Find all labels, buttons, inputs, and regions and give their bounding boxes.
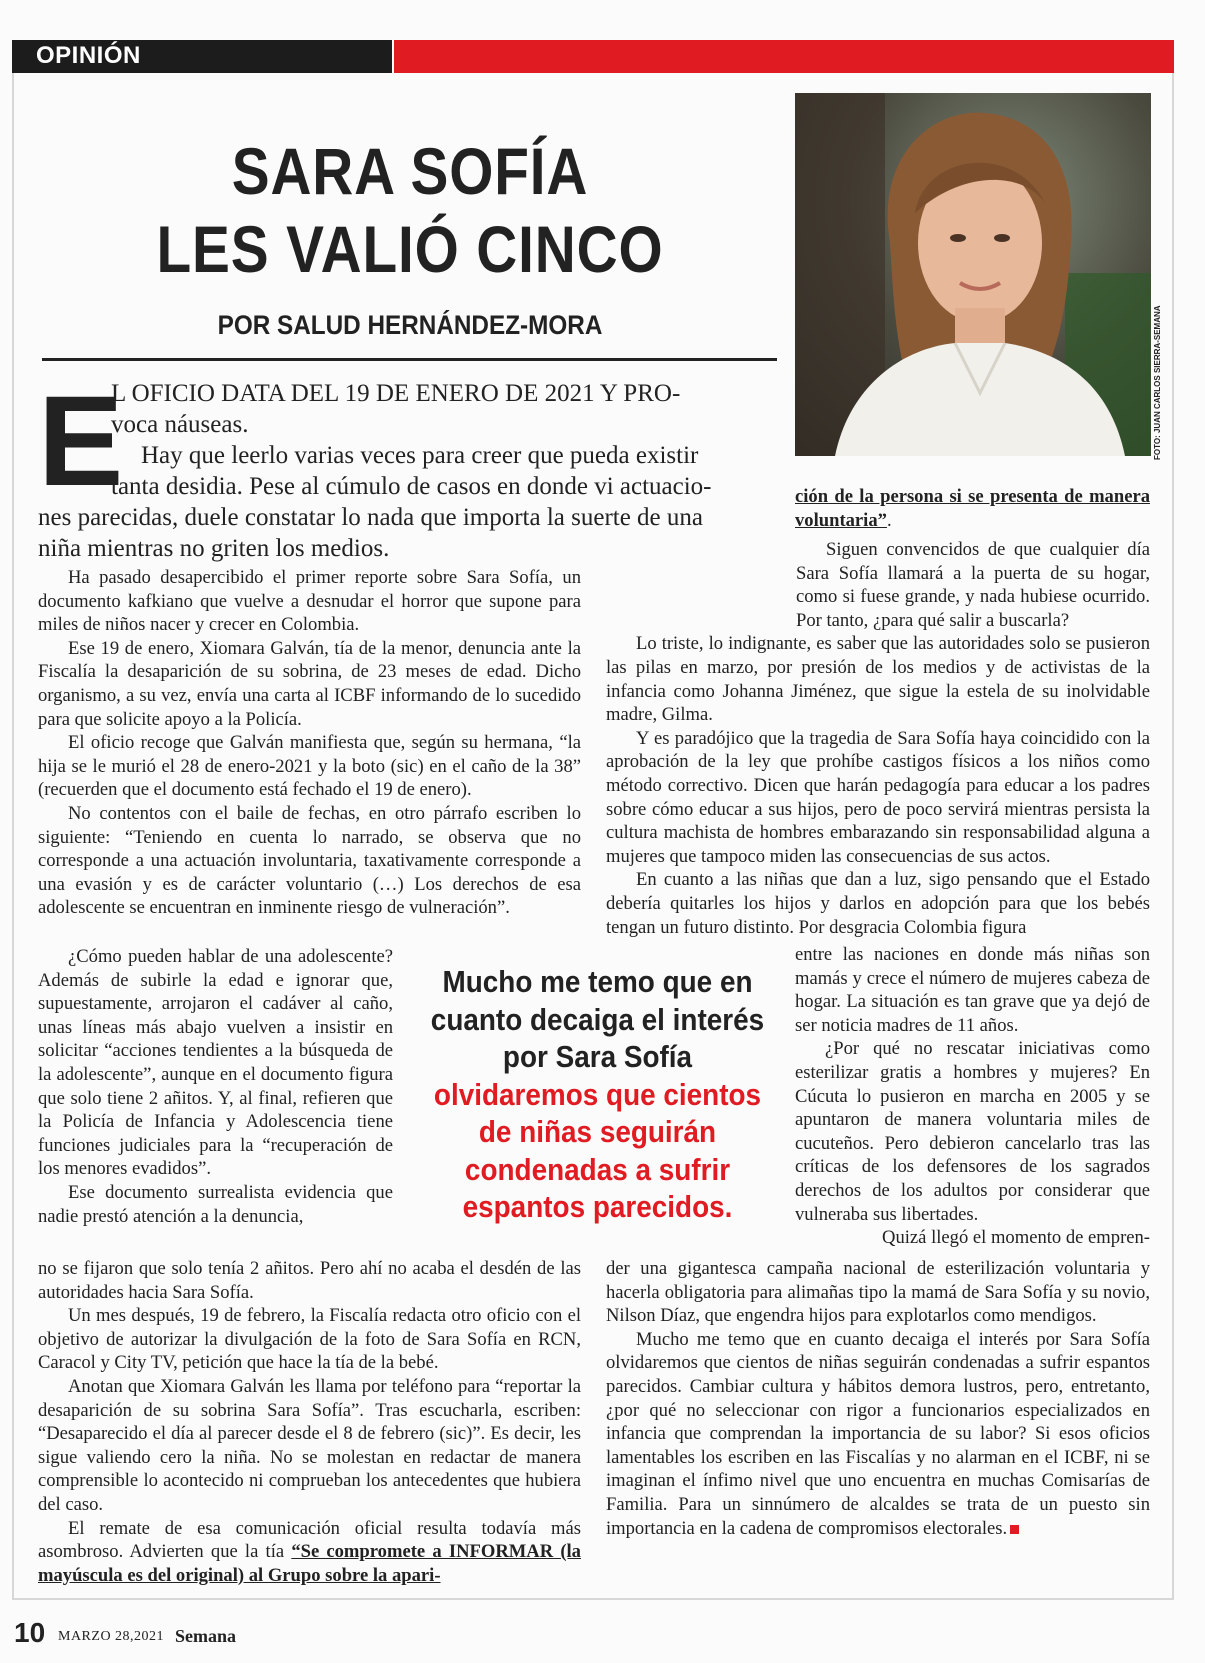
paragraph: El oficio recoge que Galván manifiesta que, según su hermana, “la hija se le murió el 28 de enero-2021 y la boto (sic) en el caño de la 38” (recuerden que el documento está fechado el 19 de enero). [38, 732, 581, 801]
quote-underlined: “Se compromete a INFORMAR (la mayúscula es del original) al Grupo sobre la apari- [38, 1541, 581, 1586]
paragraph: entre las naciones en donde más niñas son mamás y crece el número de mujeres cabeza de hogar. La situación es tan grave que ya dejó de ser noticia madres de 11 años. [795, 944, 1150, 1036]
headline-line-1: SARA SOFÍA [231, 134, 589, 208]
paragraph: Siguen convencidos de que cualquier día Sara Sofía llamará a la puerta de su hogar, como si fuese grande, y nada hubiese ocurrido. Por tanto, ¿para qué salir a buscarla? [796, 539, 1150, 631]
section-label: OPINIÓN [36, 42, 141, 69]
intro-line: voca náuseas. [111, 411, 249, 438]
paragraph: Lo triste, lo indignante, es saber que las autoridades solo se pusieron las pilas en marzo, por presión de los medios y de activistas de la infancia como Johanna Jiménez, que sigue la estela de su inolvidable madre, Gilma. [606, 633, 1150, 726]
paragraph: no se fijaron que solo tenía 2 añitos. Pero ahí no acaba el desdén de las autoridades hacia Sara Sofía. [38, 1258, 581, 1303]
paragraph: ción de la persona si se presenta de manera voluntaria”. [795, 486, 1150, 531]
byline: POR SALUD HERNÁNDEZ-MORA [217, 310, 603, 340]
paragraph: Ese documento surrealista evidencia que nadie prestó atención a la denuncia, [38, 1181, 393, 1227]
left-column-narrow [38, 945, 393, 1255]
paragraph [38, 1517, 581, 1588]
headline-line-2: LES VALIÓ CINCO [156, 212, 664, 286]
pull-quote-dark: Mucho me temo que en cuanto decaiga el interés por Sara Sofía [430, 964, 765, 1074]
paragraph: Quizá llegó el momento de empren- [882, 1227, 1150, 1249]
magazine-name: Semana [175, 1626, 237, 1646]
paragraph: Y es paradójico que la tragedia de Sara Sofía haya coincidido con la aprobación de la ley que prohíbe castigos físicos a los niños como método correctivo. Dicen que harán pedagogía para educar a los padres sobre cómo educar a sus hijos, pero de poco servirá mientras persista la cultura machista de hombres embarazando sin responsabilidad alguna a mujeres que tampoco miden las consecuencias de sus actos. [606, 727, 1150, 867]
right-column-narrow [795, 943, 1150, 1249]
intro-line: L OFICIO DATA DEL 19 DE ENERO DE 2021 Y PRO- [111, 380, 681, 407]
right-column-main [606, 538, 1150, 938]
paragraph: der una gigantesca campaña nacional de esterilización voluntaria y hacerla obligatoria para alimañas tipo la mamá de Sara Sofía y su novio, Nilson Díaz, que engendra hijos para explotarlos como mendigos. [606, 1258, 1150, 1327]
section-header-bar [12, 40, 1174, 73]
page-number: 10 [14, 1617, 46, 1648]
pull-quote-red: olvidaremos que cientos de niñas seguirán condenadas a sufrir espantos parecidos. [433, 1076, 762, 1224]
paragraph: No contentos con el baile de fechas, en otro párrafo escriben lo siguiente: “Teniendo en cuenta lo narrado, se observa que no corresponde a una actuación involuntaria, taxativamente corresponde a una evasión y es de carácter voluntario (…) Los derechos de esa adolescente se encuentran en inminente riesgo de vulneración”. [38, 802, 581, 919]
right-column-bottom [606, 1257, 1150, 1597]
left-column-bottom [38, 1257, 581, 1593]
paragraph: Anotan que Xiomara Galván les llama por teléfono para “reportar la desaparición de su sobrina Sara Sofía”. Tras escucharla, escriben: “Desaparecido el día al parecer desde el 8 de febrero (sic)”. Es decir, les sigue valiendo cero la niña. No se molestan en redactar de manera comprensible lo acontecido ni comprueban los antecedentes que hubiera del caso. [38, 1375, 581, 1515]
photo-credit: FOTO: JUAN CARLOS SIERRA-SEMANA [1153, 305, 1162, 460]
paragraph: ¿Cómo pueden hablar de una adolescente? Además de subirle la edad e ignorar que, supuestamente, arrojaron el cadáver al caño, unas líneas más abajo vuelven a insistir en solicitar “acciones tendientes a la búsqueda de la adolescente”, aunque en el documento figura que solo tiene 2 añitos. Y, al final, refieren que la Policía de Infancia y Adolescencia tiene funciones judiciales para la “recuperación de los menores evadidos”. [38, 946, 393, 1180]
intro-line: nes parecidas, duele constatar lo nada que importa la suerte de una [38, 504, 704, 531]
intro-line: tanta desidia. Pese al cúmulo de casos en donde vi actuacio- [111, 473, 712, 500]
paragraph: Ese 19 de enero, Xiomara Galván, tía de la menor, denuncia ante la Fiscalía la desaparición de su sobrina, de 23 meses de edad. Dicho organismo, a su vez, envía una carta al ICBF informando de lo sucedido para que solicite apoyo a la Policía. [38, 637, 581, 730]
author-portrait [795, 93, 1151, 456]
issue-date: MARZO 28,2021 [58, 1629, 165, 1644]
paragraph-text: El remate de esa comunicación oficial resulta todavía más asombroso. Advierten que la tía [38, 1517, 581, 1563]
paragraph: En cuanto a las niñas que dan a luz, sigo pensando que el Estado debería quitarles los hijos y darlos en adopción para que los bebés tengan un futuro distinto. Por desgracia Colombia figura [606, 869, 1150, 938]
left-column-top [38, 566, 581, 941]
quote-underlined: ción de la persona si se presenta de manera voluntaria” [795, 486, 1150, 531]
pull-quote [424, 963, 771, 1226]
end-mark-icon [1010, 1525, 1019, 1534]
paragraph [606, 1328, 1150, 1540]
paragraph: Ha pasado desapercibido el primer reporte sobre Sara Sofía, un documento kafkiano que vuelve a desnudar el horror que supone para miles de niños nacer y crecer en Colombia. [38, 567, 581, 636]
drop-cap: E [38, 370, 124, 513]
section-bar-red [394, 40, 1174, 73]
intro-line: niña mientras no griten los medios. [38, 535, 390, 562]
headline [92, 132, 728, 288]
intro-line: Hay que leerlo varias veces para creer que pueda existir [141, 442, 699, 469]
paragraph: Un mes después, 19 de febrero, la Fiscalía redacta otro oficio con el objetivo de autorizar la divulgación de la foto de Sara Sofía en RCN, Caracol y City TV, petición que hace la tía de la bebé. [38, 1305, 581, 1374]
headline-rule [42, 358, 777, 361]
paragraph-text: Mucho me temo que en cuanto decaiga el interés por Sara Sofía olvidaremos que cientos de niñas seguirán condenadas a sufrir espantos parecidos. Cambiar cultura y hábitos demora lustros, pero, entretanto, ¿por qué no seleccionar con rigor a funcionarios especializados en infancia que comprendan la importancia de su labor? Si esos oficios lamentables los escriben en las Fiscalías y no alarman en el ICBF, ni se imaginan el ínfimo nivel que uno encuentra en muchas Comisarías de Familia. Para un sinnúmero de alcaldes se trata de un puesto sin importancia en la cadena de compromisos electorales. [606, 1328, 1150, 1539]
portrait-illustration [795, 93, 1151, 456]
paragraph: ¿Por qué no rescatar iniciativas como esterilizar gratis a hombres y mujeres? En Cúcuta lo pusieron en marcha en 2005 y se apuntaron de manera voluntaria miles de cucuteños. Pero debieron cancelarlo tras las críticas de los defensores de los sagrados derechos de los adultos por considerar que vulneraba sus libertades. [795, 1038, 1150, 1225]
